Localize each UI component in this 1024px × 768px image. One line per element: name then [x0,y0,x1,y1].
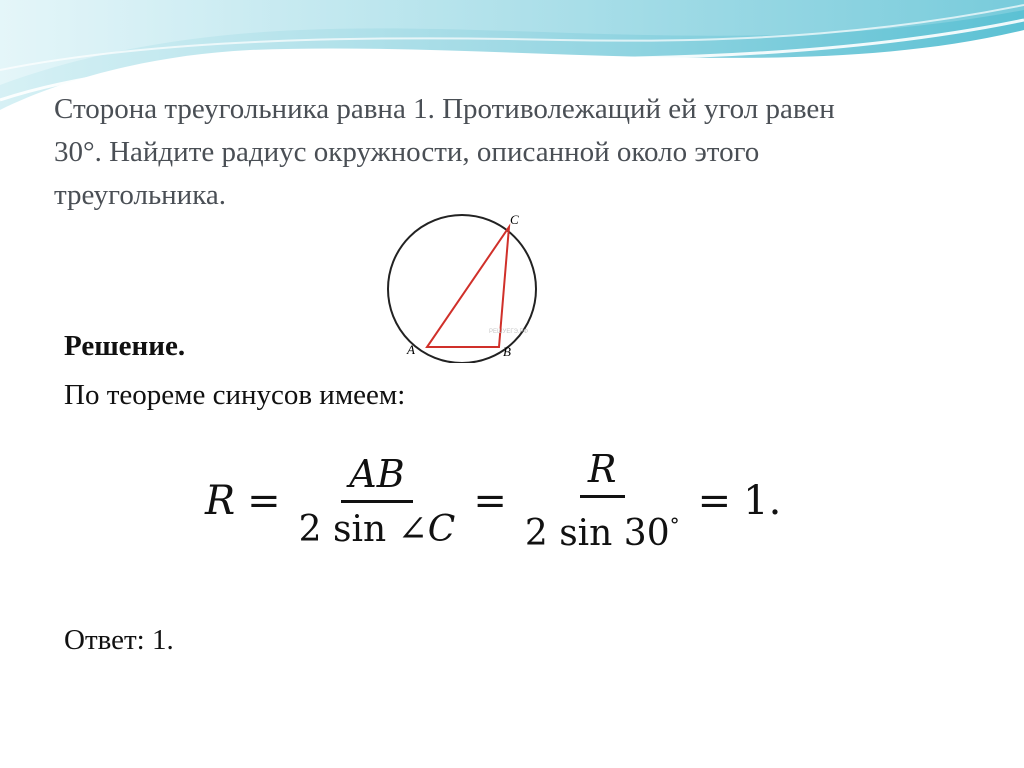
fraction-ab-over-2sinc [293,452,462,551]
sine-law-formula [205,446,781,556]
vertex-label-c: C [510,212,519,227]
fraction2-denominator [519,498,686,555]
fraction1-denominator-c: C [427,508,456,550]
watermark: РЕШУЕГЭ.РФ [489,329,529,335]
vertex-label-b: B [503,344,511,359]
formula-equals-1: = [247,478,281,524]
solution-title: Решение. [64,330,186,362]
formula-equals-2: = [473,478,507,524]
fraction1-denominator [293,503,462,551]
problem-line-2: 30°. Найдите радиус окружности, описанной около этого [54,136,760,168]
formula-equals-3: = [697,478,732,524]
fraction1-denominator-sin: 2 sin ∠ [298,508,428,550]
circumscribed-triangle-figure [381,207,543,363]
formula-result: 1. [743,478,782,524]
solution-intro: По теореме синусов имеем: [64,379,406,411]
figure-background [381,207,543,363]
problem-line-3: треугольника. [54,179,226,211]
problem-statement [54,88,984,217]
fraction1-numerator: AB [341,452,412,503]
answer: Ответ: 1. [64,624,174,656]
formula-lhs: R [205,478,236,524]
fraction2-denominator-sin: 2 sin 30 [524,513,670,554]
degree-sign: ° [669,513,680,537]
problem-line-1: Сторона треугольника равна 1. Противолежащий ей угол равен [54,93,835,125]
fraction2-numerator: R [580,447,625,498]
fraction-r-over-2sin30 [519,447,686,555]
vertex-label-a: A [407,342,415,357]
